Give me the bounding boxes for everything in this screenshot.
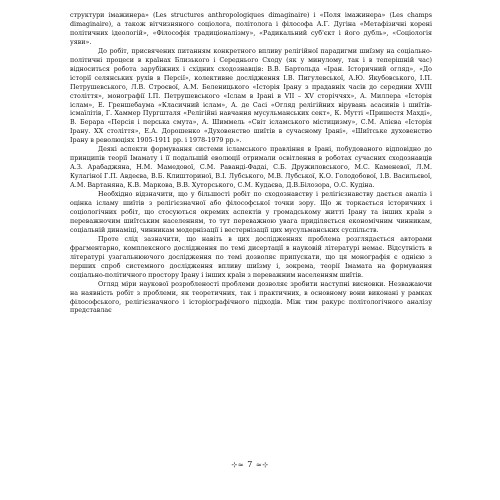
footer-ornament-left: ⊹≈ (231, 461, 245, 469)
paragraph-4: Необхідно відзначити, що у більшості робіт по сходознавству і релігієзнавству дається аналіз і оцінка ісламу шиїтів з релігієзначної або філософської точки зору. Що ж торкається історичних і соціологічних робіт, що стосуються окремих аспектів у громадському житті Ірану та інших країн з переважночим шиїтським населенням, то тут переважною увага приділяється економічним чинникам, соціальній динаміці, чинникам модернізації і вестернізації цих мусульманських суспільств. (70, 191, 432, 234)
page-number: 7 (247, 460, 253, 469)
page-footer (0, 460, 500, 469)
paragraph-2: До робіт, присвячених питанням конкретного впливу релігійної парадигми шиїзму на соціально-політичні процеси в країнах Близького і Середнього Сходу (як у минулому, так і в теперішній час) відноситься робота зарубіжних і східних сходознавців: В.В. Бартольда «Іран. Історичний огляд», «До історії селянських рухів в Персії», колективне дослідження І.В. Пигулевської, А.Ю. Якубовського, І.П. Петрушевського, Л.В. Строєвої, А.М. Беленицького «Історія Ірану з прадавніх часів до середини XVIII століття», монографії І.П. Петрушевського «Іслам в Ірані в VII – XV сторіччях», А. Миллера «Історія іслам», Е. Греншебаума «Класичний іслам», А. де Сасі «Огляд релігійних вірувань асасинів і шиїтів-ісмаїлітів, Г. Хаммер Пургшталя «Релігійні навчання мусульманських сект», К. Мутті «Пришестя Махді», В. Берара «Персія і перська смута», А. Шиммель «Світ ісламського містицизму», С.М. Алієва «Історія Ірану. XX століття», Е.А. Дорошенко «Духовенство шиїтів в сучасному Ірані», «Шиїтське духовенство Ірану в революціях 1905-1911 рр. і 1978-1979 рр.». (70, 47, 432, 145)
paragraph-3: Деякі аспекти формування системи ісламського правління в Ірані, побудованого відповідно до принципів теорії Імамату і її подальшій еволюції отримали освітлення в роботах сучасних сходознавців А.З. Арабаджяна, Н.М. Мамедової, С.М. Раванді-Фадаі, С.Б. Дружиловського, М.С. Каменевої, Л.М. Кулагіної Г.П. Авдеєва, В.Б. Клиштоpиної, В.І. Лубського, М.В. Лубської, К.О. Голодобової, І.В. Васильєвої, А.М. Вартаняна, К.В. Маркова, В.В. Хуторського, С.М. Кудаєва, Д.В.Білозора, О.С. Кудіна. (70, 146, 432, 190)
body-text (70, 12, 432, 316)
paragraph-1: структури імажинера» (Les structures anthropologiques dimaginaire) і «Поля імажинера» (Les champs dimaginaire), а також вітчизняного соціолога, політолога і філософа А.Г. Дугіна «Метафізичні корені політичних ідеологій», «Філософія традиціоналізму», «Радикальний суб'єкт і його дубль», «Соціологія уяви». (70, 12, 432, 46)
footer-ornament-right: ≈⊹ (255, 461, 269, 469)
paragraph-5: Проте слід зазначити, що навіть в цих дослідженнях проблема розглядається авторами фрагментарно, комплексного дослідження по темі дисертації в науковій літературі немає. Відсутність в літературі узагальнюючого дослідження по темі дозволяє припускати, що ця монографія є однією з перших спроб системного дослідження впливу шиїзму і, зокрема, теорії Імамата на формування соціально-політичного простору Ірану і інших країн з переважним населенням шиїтів. (70, 235, 432, 279)
paragraph-6: Огляд міри наукової розробленості проблеми дозволяє зробити наступні висновки. Незважаючи на наявність робіт з проблеми, як теоретичних, так і практичних, в основному вони виконані у рамках філософського, релігієзначного і історіографічного підходів. Між тим ракурс політологічного аналізу представлає (70, 280, 432, 315)
